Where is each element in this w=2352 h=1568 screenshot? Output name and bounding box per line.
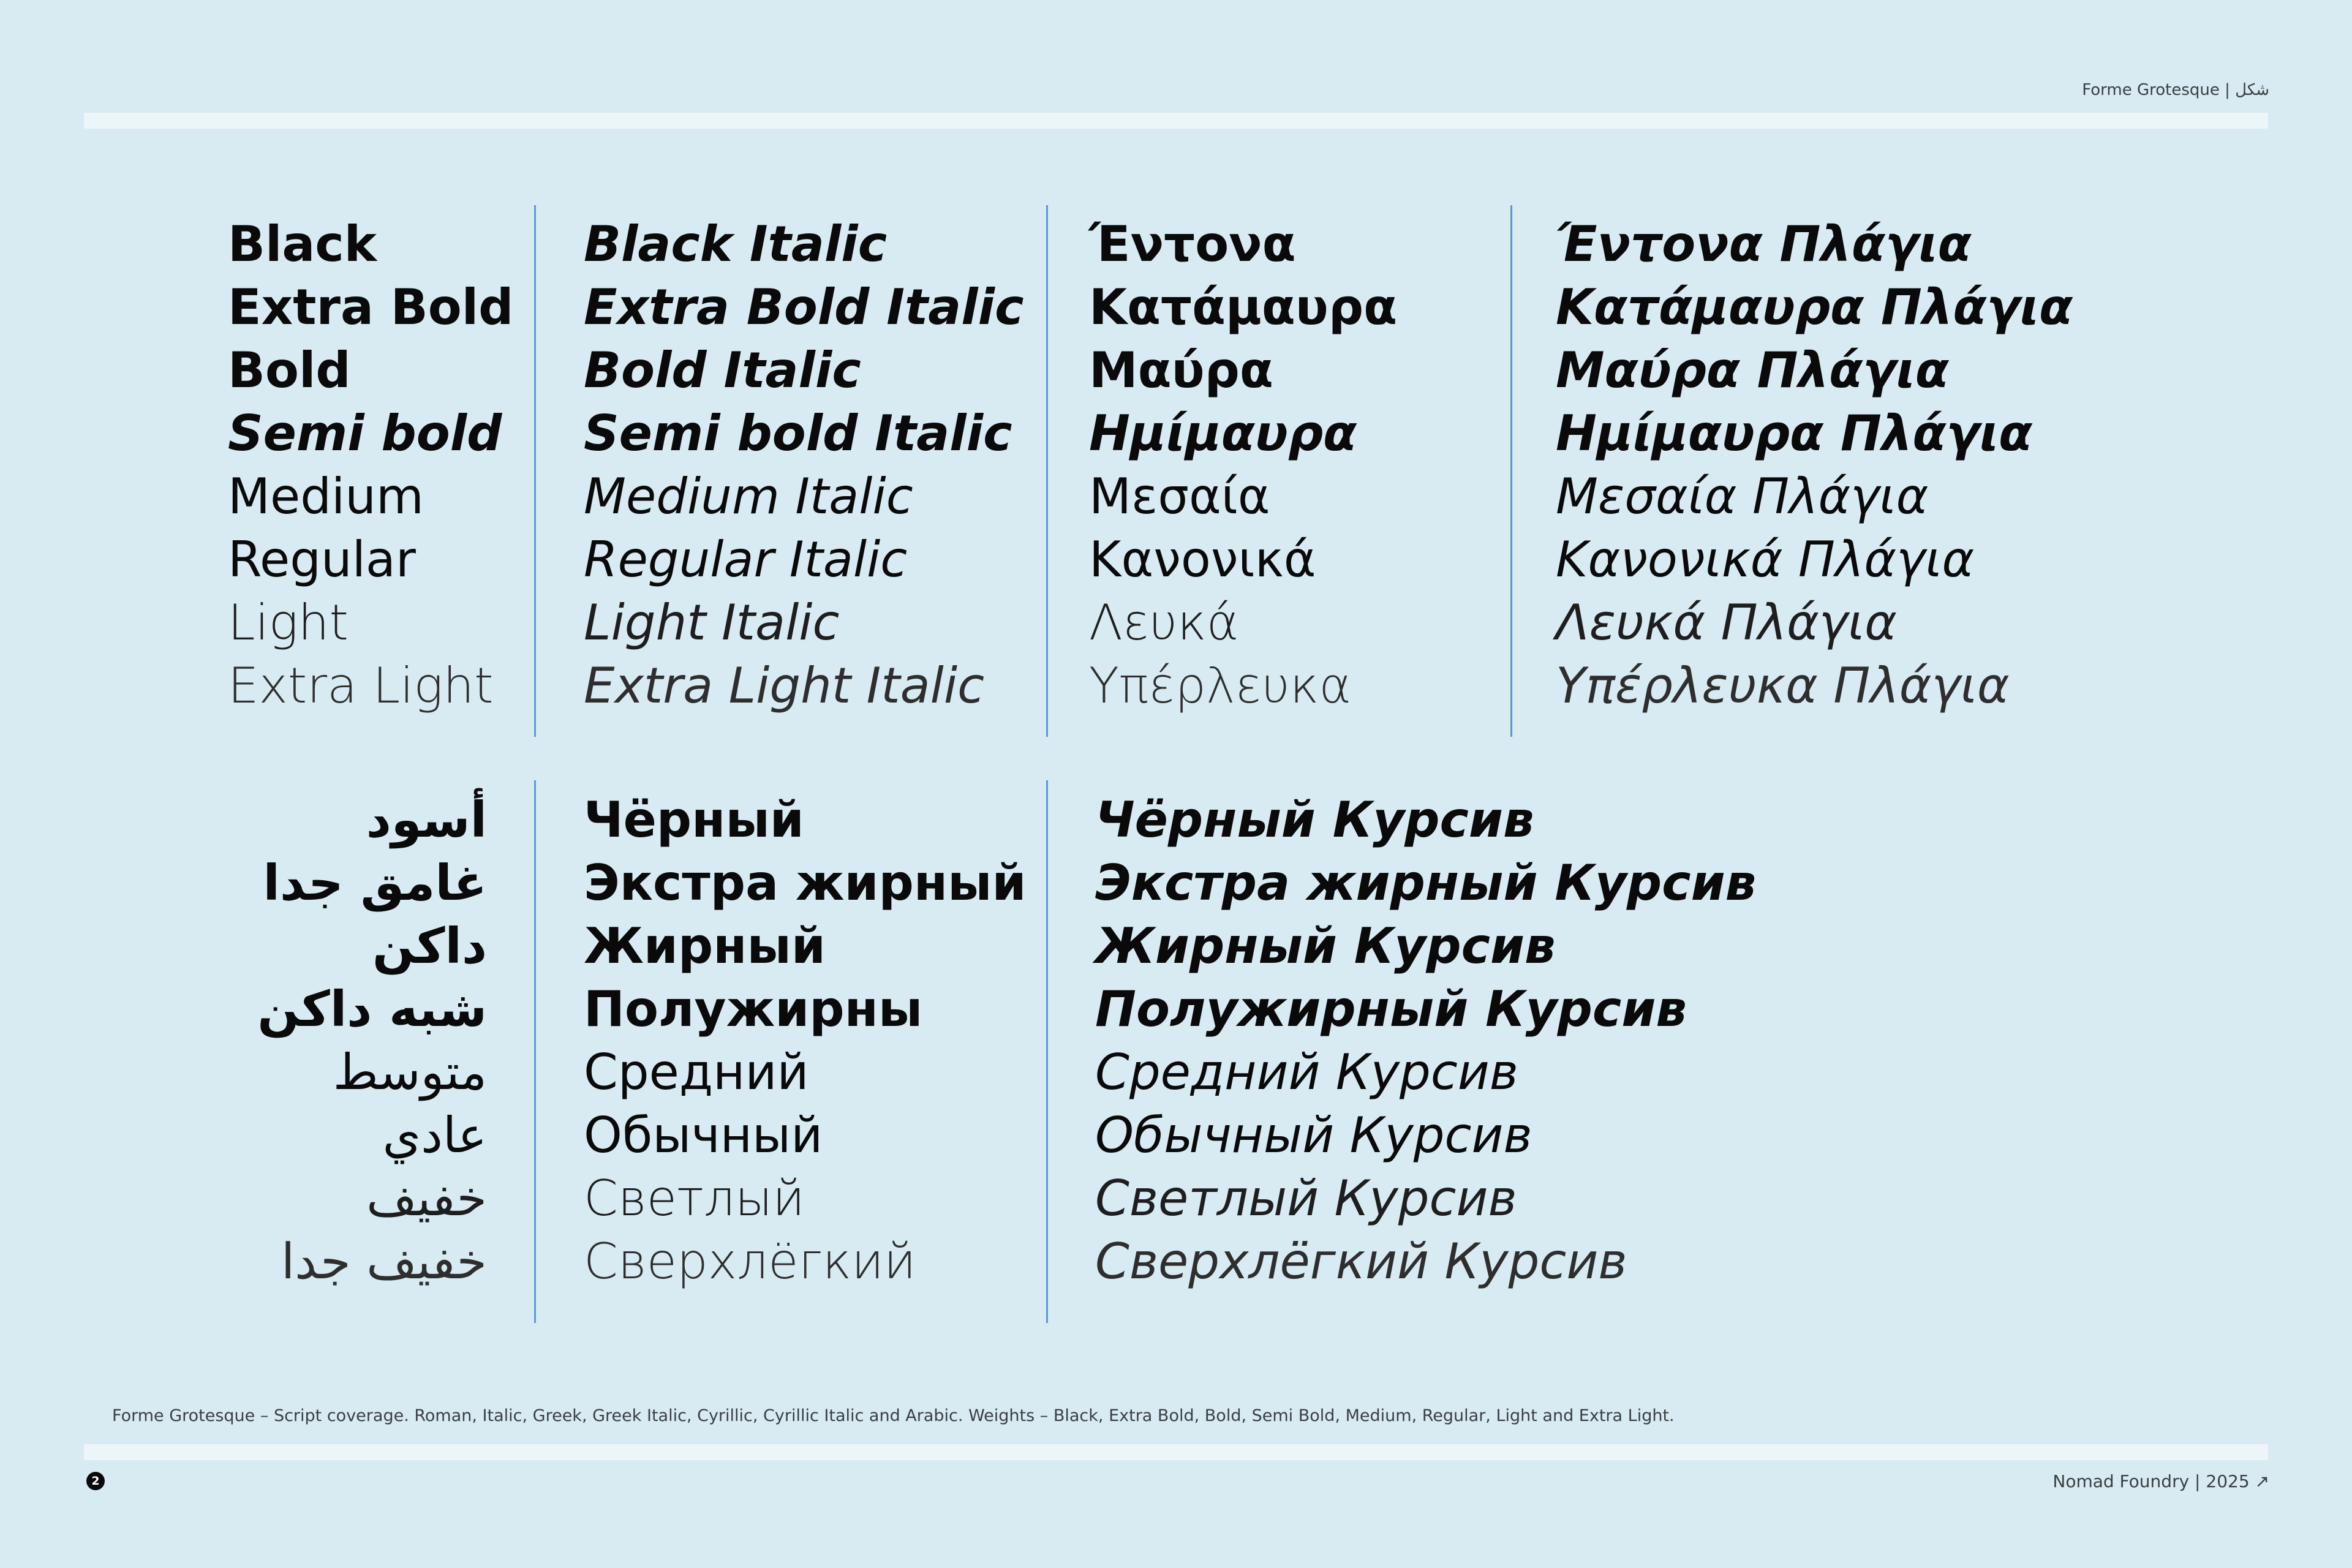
greek-weight-black-italic: Έντονα Πλάγια: [1556, 216, 1972, 273]
weight-medium: Medium: [228, 468, 424, 525]
cyrillic-italic-weights-list: [1095, 788, 1756, 1293]
greek-weights-list: [1089, 213, 1397, 717]
greek-weight-extra-light-italic: Υπέρλευκα Πλάγια: [1556, 657, 2010, 714]
arabic-weight-light: خفيف: [366, 1170, 487, 1227]
cyrillic-weight-black-italic: Чёрный Курсив: [1095, 791, 1534, 848]
cyrillic-weight-medium-italic: Средний Курсив: [1095, 1044, 1518, 1101]
greek-weight-bold-italic: Μαύρα Πλάγια: [1556, 342, 1949, 399]
greek-italic-weights-list: [1556, 213, 2073, 717]
divider-row1-1: [534, 205, 536, 737]
weight-extra-light: Extra Light: [228, 657, 494, 714]
arabic-weight-extra-light: خفيف جدا: [281, 1233, 487, 1290]
weight-extra-bold-italic: Extra Bold Italic: [584, 279, 1024, 336]
divider-row2-1: [534, 780, 536, 1323]
weight-semi-bold-italic: Semi bold Italic: [584, 405, 1012, 462]
weight-bold-italic: Bold Italic: [584, 342, 861, 399]
weight-regular-italic: Regular Italic: [584, 531, 908, 588]
greek-weight-extra-bold-italic: Κατάμαυρα Πλάγια: [1556, 279, 2073, 336]
divider-row1-2: [1046, 205, 1048, 737]
weight-black-italic: Black Italic: [584, 216, 888, 273]
weight-medium-italic: Medium Italic: [584, 468, 913, 525]
weight-extra-bold: Extra Bold: [228, 279, 514, 336]
arabic-weight-black: أسود: [366, 791, 487, 848]
greek-weight-regular: Κανονικά: [1089, 531, 1316, 588]
greek-weight-regular-italic: Κανονικά Πλάγια: [1556, 531, 1975, 588]
arabic-weight-regular: عادي: [382, 1107, 487, 1164]
cyrillic-weight-bold-italic: Жирный Курсив: [1095, 918, 1556, 974]
weight-regular: Regular: [228, 531, 416, 588]
greek-weight-light: Λευκά: [1089, 594, 1239, 651]
weight-extra-light-italic: Extra Light Italic: [584, 657, 985, 714]
cyrillic-weight-extra-light: Сверхлёгкий: [584, 1233, 916, 1290]
arabic-weight-extra-bold: غامق جدا: [263, 854, 487, 911]
cyrillic-weight-semi-bold-italic: Полужирный Курсив: [1095, 981, 1687, 1038]
caption: Forme Grotesque – Script coverage. Roman, Italic, Greek, Greek Italic, Cyrillic, Cyrillic Italic and Arabic. Weights – Black, Extra Bold, Bold, Semi Bold, Medium, Regular, Light and Extra Light.: [112, 1406, 1675, 1425]
latin-weights-list: [228, 213, 513, 717]
arabic-weight-semi-bold: شبه داكن: [257, 981, 487, 1038]
weight-semi-bold: Semi bold: [228, 405, 502, 462]
greek-weight-light-italic: Λευκά Πλάγια: [1556, 594, 1897, 651]
cyrillic-weight-light: Светлый: [584, 1170, 805, 1227]
cyrillic-weight-bold: Жирный: [584, 918, 826, 974]
footer-label: Nomad Foundry | 2025 ↗: [2052, 1471, 2269, 1491]
arabic-weight-medium: متوسط: [333, 1044, 487, 1101]
cyrillic-weight-medium: Средний: [584, 1044, 809, 1101]
cyrillic-weight-regular: Обычный: [584, 1107, 823, 1164]
arabic-weight-bold: داكن: [372, 918, 487, 974]
greek-weight-medium: Μεσαία: [1089, 468, 1270, 525]
greek-weight-semi-bold: Ημίμαυρα: [1089, 405, 1357, 462]
page-number-badge: 2: [86, 1472, 105, 1490]
header-label: Forme Grotesque | شكل: [2082, 81, 2269, 99]
greek-weight-semi-bold-italic: Ημίμαυρα Πλάγια: [1556, 405, 2033, 462]
cyrillic-weight-semi-bold: Полужирны: [584, 981, 923, 1038]
divider-row1-3: [1510, 205, 1512, 737]
weight-light-italic: Light Italic: [584, 594, 840, 651]
divider-row2-2: [1046, 780, 1048, 1323]
latin-italic-weights-list: [584, 213, 1024, 717]
weight-bold: Bold: [228, 342, 351, 399]
greek-weight-extra-light: Υπέρλευκα: [1089, 657, 1352, 714]
cyrillic-weight-regular-italic: Обычный Курсив: [1095, 1107, 1532, 1164]
greek-weight-medium-italic: Μεσαία Πλάγια: [1556, 468, 1929, 525]
cyrillic-weights-list: [584, 788, 1027, 1293]
weight-black: Black: [228, 216, 377, 273]
top-rule: [84, 113, 2268, 129]
cyrillic-weight-light-italic: Светлый Курсив: [1095, 1170, 1517, 1227]
greek-weight-black: Έντονα: [1089, 216, 1296, 273]
arabic-weights-list: [257, 788, 487, 1293]
cyrillic-weight-extra-light-italic: Сверхлёгкий Курсив: [1095, 1233, 1627, 1290]
bottom-rule: [84, 1444, 2268, 1460]
greek-weight-extra-bold: Κατάμαυρα: [1089, 279, 1398, 336]
weight-light: Light: [228, 594, 349, 651]
cyrillic-weight-extra-bold-italic: Экстра жирный Курсив: [1095, 854, 1757, 911]
greek-weight-bold: Μαύρα: [1089, 342, 1273, 399]
cyrillic-weight-extra-bold: Экстра жирный: [584, 854, 1027, 911]
cyrillic-weight-black: Чёрный: [584, 791, 804, 848]
